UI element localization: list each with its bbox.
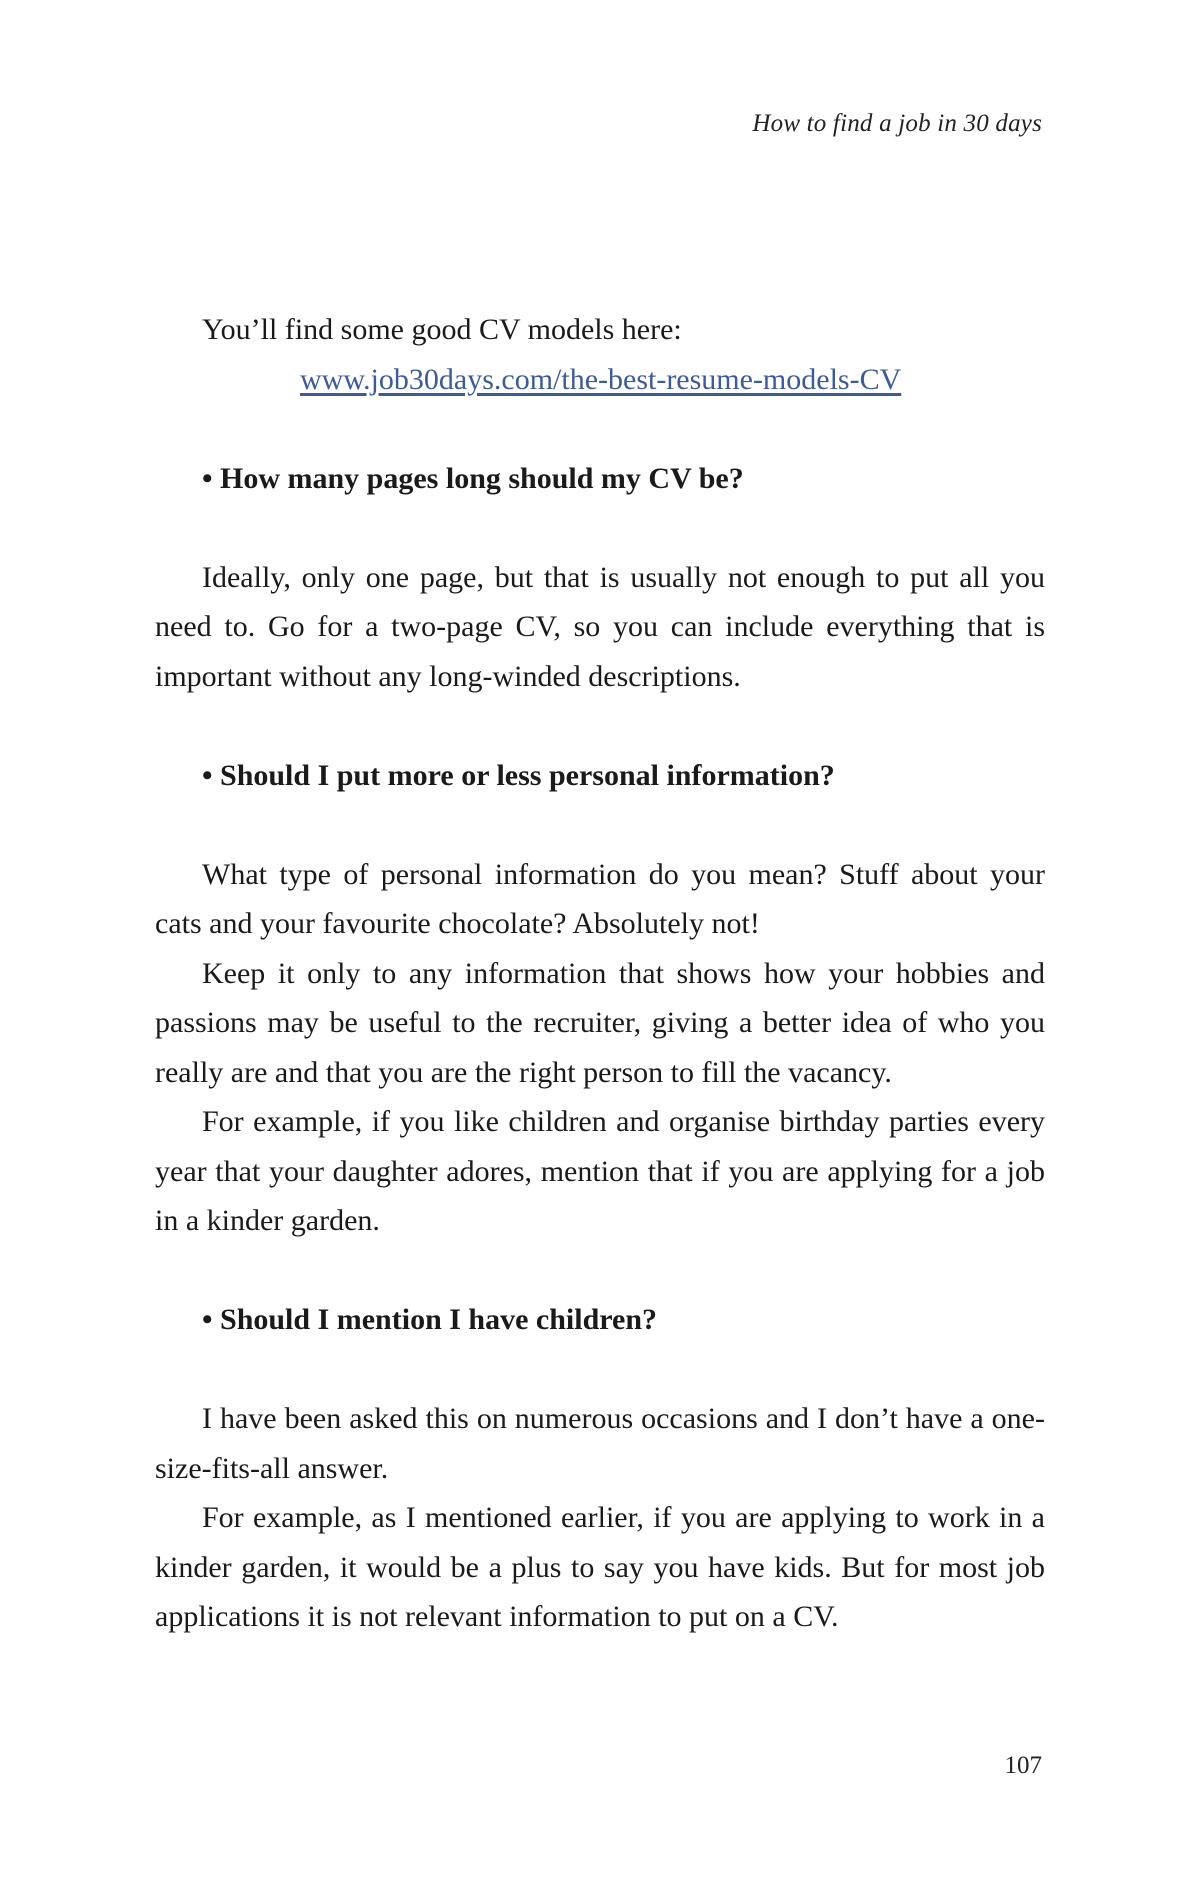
page-number: 107 xyxy=(1004,1752,1042,1779)
answer-paragraph-personal-info-3: For example, if you like children and organise birthday parties every year that your daughter adores, mention that if you are applying for a job in a kinder garden. xyxy=(155,1105,1045,1237)
answer-paragraph-personal-info-1: What type of personal information do you mean? Stuff about your cats and your favourite chocolate? Absolutely not! xyxy=(155,857,1045,940)
answer-paragraph-children-2: For example, as I mentioned earlier, if you are applying to work in a kinder garden, it would be a plus to say you have kids. But for most job applications it is not relevant information to put on a CV. xyxy=(155,1501,1045,1633)
answer-paragraph-personal-info-2: Keep it only to any information that shows how your hobbies and passions may be useful to the recruiter, giving a better idea of who you really are and that you are the right person to fill the vacancy. xyxy=(155,956,1045,1089)
answer-paragraph-pages: Ideally, only one page, but that is usually not enough to put all you need to. Go for a two-page CV, so you can include everything that is important without any long-winded descriptions. xyxy=(155,560,1045,693)
page-body xyxy=(155,305,1045,1642)
question-heading-personal-info: • Should I put more or less personal information? xyxy=(202,758,835,792)
running-header: How to find a job in 30 days xyxy=(752,110,1042,137)
intro-paragraph: You’ll find some good CV models here: xyxy=(202,313,682,346)
link-line xyxy=(155,355,1045,405)
question-heading-pages: • How many pages long should my CV be? xyxy=(202,461,744,495)
answer-paragraph-children-1: I have been asked this on numerous occasions and I don’t have a one-size-fits-all answer. xyxy=(155,1402,1045,1485)
question-heading-children: • Should I mention I have children? xyxy=(202,1303,658,1336)
resume-models-link[interactable]: www.job30days.com/the-best-resume-models-CV xyxy=(300,362,902,396)
